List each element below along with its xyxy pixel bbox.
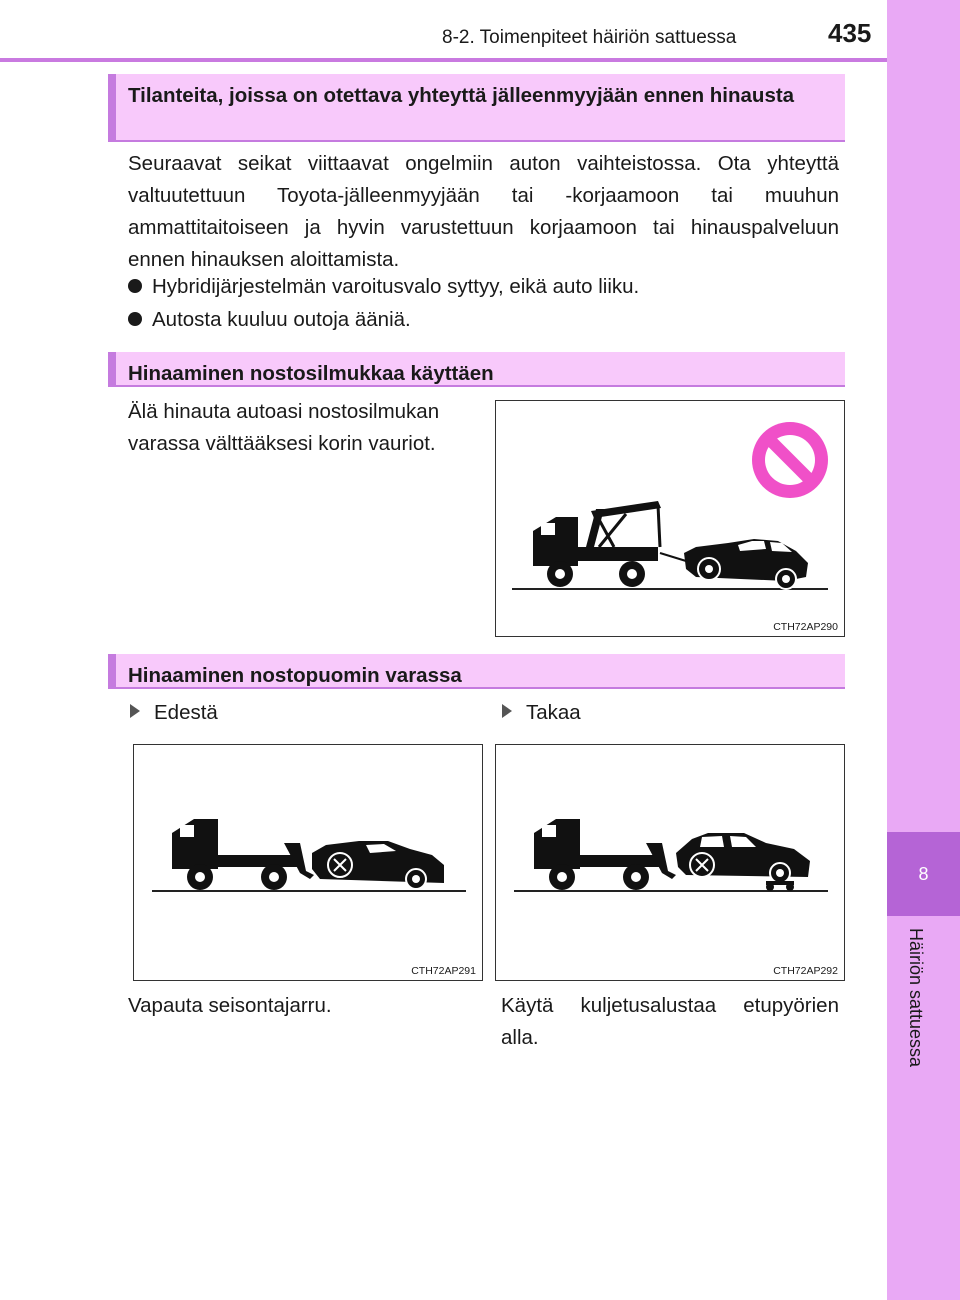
tow-truck-illustration <box>496 401 846 638</box>
figure-code: CTH72AP291 <box>411 965 476 977</box>
figure-code: CTH72AP290 <box>773 621 838 633</box>
triangle-bullet-icon <box>502 704 512 718</box>
side-tab <box>887 0 960 1300</box>
bullet-item: Hybridijärjestelmän varoitusvalo syttyy, eikä auto liiku. <box>128 271 639 303</box>
bullet-icon <box>128 312 142 326</box>
no-entry-icon <box>752 422 828 498</box>
section-title: 8-2. Toimenpiteet häiriön sattuessa <box>442 27 737 48</box>
figure-rear-towing <box>495 744 845 981</box>
header-divider <box>0 58 887 62</box>
figure-code: CTH72AP292 <box>773 965 838 977</box>
page-number: 435 <box>828 18 872 48</box>
rear-towing-illustration <box>496 745 846 982</box>
figure-front-towing <box>133 744 483 981</box>
caption-front: Vapauta seisontajarru. <box>128 994 332 1017</box>
heading-wheel-lift: Hinaaminen nostopuomin varassa <box>108 654 845 689</box>
heading-contact-dealer: Tilanteita, joissa on otettava yhteyttä jälleenmyyjään ennen hinausta <box>108 74 845 142</box>
label-front: Edestä <box>130 701 218 725</box>
chapter-number: 8 <box>887 832 960 916</box>
caption-rear: Käytä kuljetusalustaa etupyörien alla. <box>501 994 839 1049</box>
heading-towing-eyelet: Hinaaminen nostosilmukkaa käyttäen <box>108 352 845 387</box>
front-towing-illustration <box>134 745 484 982</box>
label-rear: Takaa <box>502 701 581 725</box>
figure-eyelet-towing <box>495 400 845 637</box>
body-contact-dealer: Seuraavat seikat viittaavat ongelmiin auton vaihteistossa. Ota yhteyttä valtuutettuun Toyota-jälleenmyyjään tai -korjaamoon tai muuhun ammattitaitoiseen ja hyvin varustettuun korjaamoon tai hinauspalveluun ennen hinauksen aloittamista. <box>128 152 839 271</box>
body-towing-eyelet: Älä hinauta autoasi nostosilmukan varassa välttääksesi korin vauriot. <box>128 400 440 455</box>
chapter-label: Häiriön sattuessa <box>906 928 926 1068</box>
triangle-bullet-icon <box>130 704 140 718</box>
bullet-item: Autosta kuuluu outoja ääniä. <box>128 304 411 336</box>
bullet-icon <box>128 279 142 293</box>
